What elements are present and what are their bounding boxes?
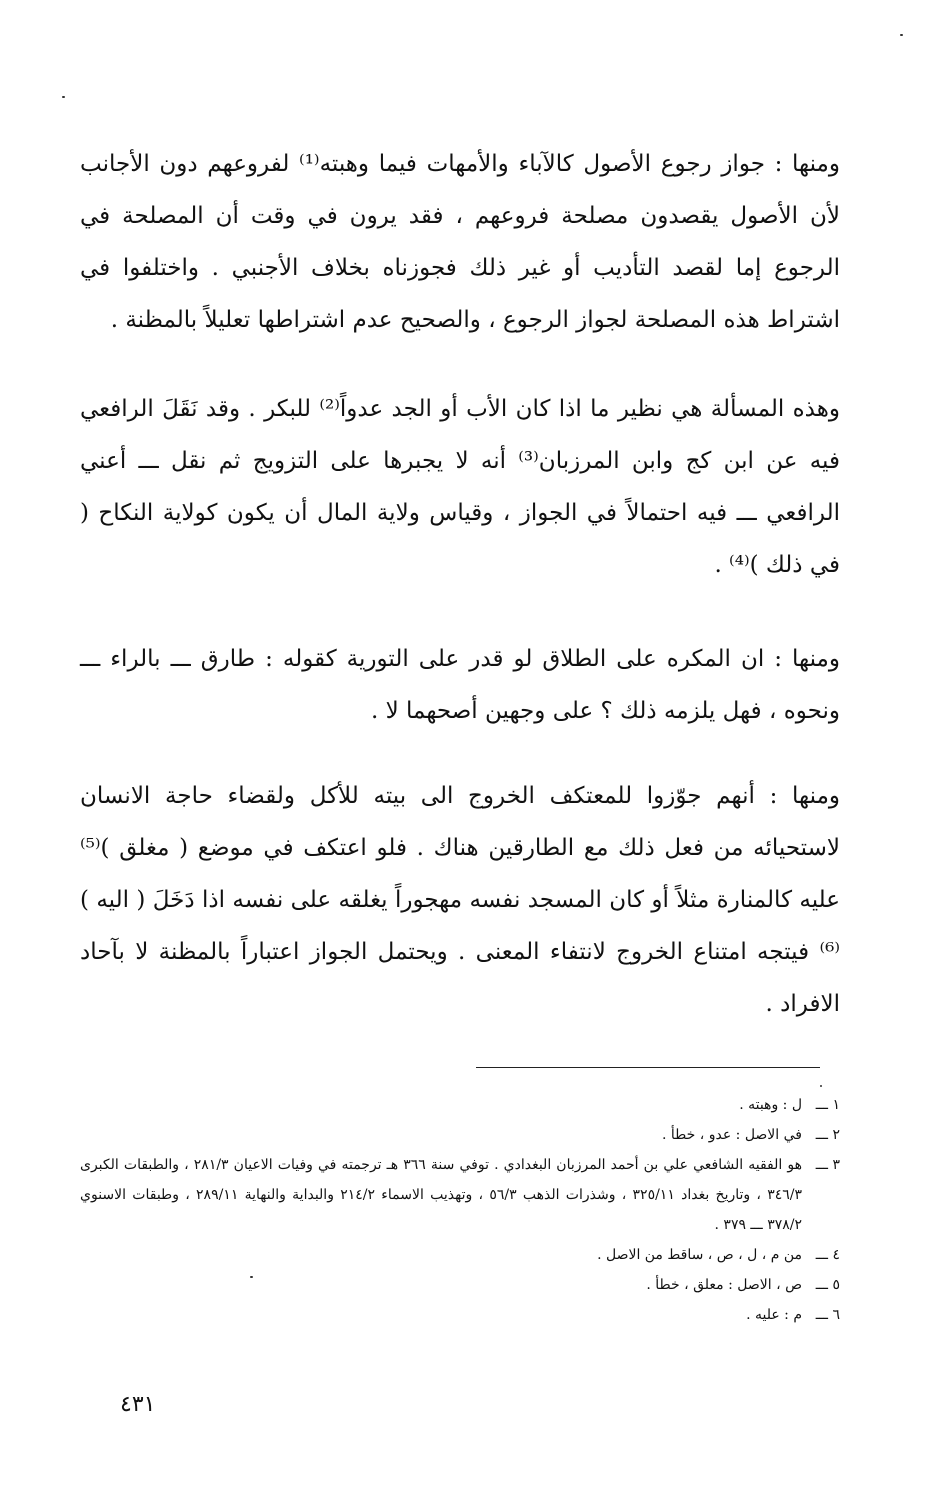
scan-speck — [62, 96, 65, 98]
footnote-item — [80, 1270, 840, 1300]
body-paragraph-3 — [80, 633, 840, 737]
footnote-number: ١ ـــ — [815, 1097, 840, 1113]
footnote-divider — [476, 1067, 820, 1068]
footnote-item — [80, 1090, 840, 1120]
footnote-number: ٥ ـــ — [815, 1277, 840, 1293]
paragraph-text: ومنها : أنهم جوّزوا للمعتكف الخروج الى بيته للأكل ولقضاء حاجة الانسان لاستحيائه من فعل ذلك مع الطارقين هناك . فلو اعتكف في موضع ( مغلق )⁽⁵⁾ عليه كالمنارة مثلاً أو كان المسجد نفسه مهجوراً يغلقه على نفسه اذا دَخَلَ ( اليه )⁽⁶⁾ فيتجه امتناع الخروج لانتفاء المعنى . ويحتمل الجواز اعتباراً بالمظنة لا بآحاد الافراد . — [80, 783, 840, 1017]
footnote-number: ٤ ـــ — [815, 1247, 840, 1263]
scan-speck — [900, 34, 903, 36]
paragraph-text: ومنها : ان المكره على الطلاق لو قدر على التورية كقوله : طارق ـــ بالراء ـــ ونحوه ، فهل يلزمه ذلك ؟ على وجهين أصحهما لا . — [80, 646, 840, 724]
footnote-number: ٦ ـــ — [815, 1307, 840, 1323]
paragraph-text: ومنها : جواز رجوع الأصول كالآباء والأمهات فيما وهبته⁽¹⁾ لفروعهم دون الأجانب لأن الأصول يقصدون مصلحة فروعهم ، فقد يرون في وقت أن المصلحة في الرجوع إما لقصد التأديب أو غير ذلك فجوزناه بخلاف الأجنبي . واختلفوا في اشتراط هذه المصلحة لجواز الرجوع ، والصحيح عدم اشتراطها تعليلاً بالمظنة . — [80, 151, 840, 333]
footnote-number: ٣ ـــ — [815, 1157, 840, 1173]
footnote-item — [80, 1300, 840, 1330]
footnotes — [80, 1090, 840, 1330]
body-paragraph-2 — [80, 383, 840, 591]
footnote-text: من م ، ل ، ص ، ساقط من الاصل . — [597, 1247, 802, 1263]
footnote-item — [80, 1150, 840, 1240]
page-number: ٤٣١ — [120, 1392, 156, 1417]
footnote-text: في الاصل : عدو ، خطأ . — [662, 1127, 802, 1143]
footnote-item — [80, 1240, 840, 1270]
footnote-number: ٢ ـــ — [815, 1127, 840, 1143]
footnote-text: ل : وهبته . — [739, 1097, 802, 1113]
footnote-text: هو الفقيه الشافعي علي بن أحمد المرزبان البغدادي . توفي سنة ٣٦٦ هـ ترجمته في وفيات الاعيان ٢٨١/٣ ، والطبقات الكبرى ٣٤٦/٣ ، وتاريخ بغداد ٣٢٥/١١ ، وشذرات الذهب ٥٦/٣ ، وتهذيب الاسماء ٢١٤/٢ والبداية والنهاية ٢٨٩/١١ ، وطبقات الاسنوي ٣٧٨/٢ ـــ ٣٧٩ . — [80, 1157, 803, 1233]
paragraph-text: وهذه المسألة هي نظير ما اذا كان الأب أو الجد عدواً⁽²⁾ للبكر . وقد نَقَلَ الرافعي فيه عن ابن كج وابن المرزبان⁽³⁾ أنه لا يجبرها على التزويج ثم نقل ـــ أعني الرافعي ـــ فيه احتمالاً في الجواز ، وقياس ولاية المال أن يكون كولاية النكاح ( في ذلك )⁽⁴⁾ . — [80, 396, 840, 578]
footnote-text: ص ، الاصل : معلق ، خطأ . — [646, 1277, 802, 1293]
scan-speck — [820, 1085, 822, 1087]
footnote-item — [80, 1120, 840, 1150]
body-paragraph-4 — [80, 770, 840, 1030]
footnote-text: م : عليه . — [746, 1307, 802, 1323]
body-paragraph-1 — [80, 138, 840, 346]
